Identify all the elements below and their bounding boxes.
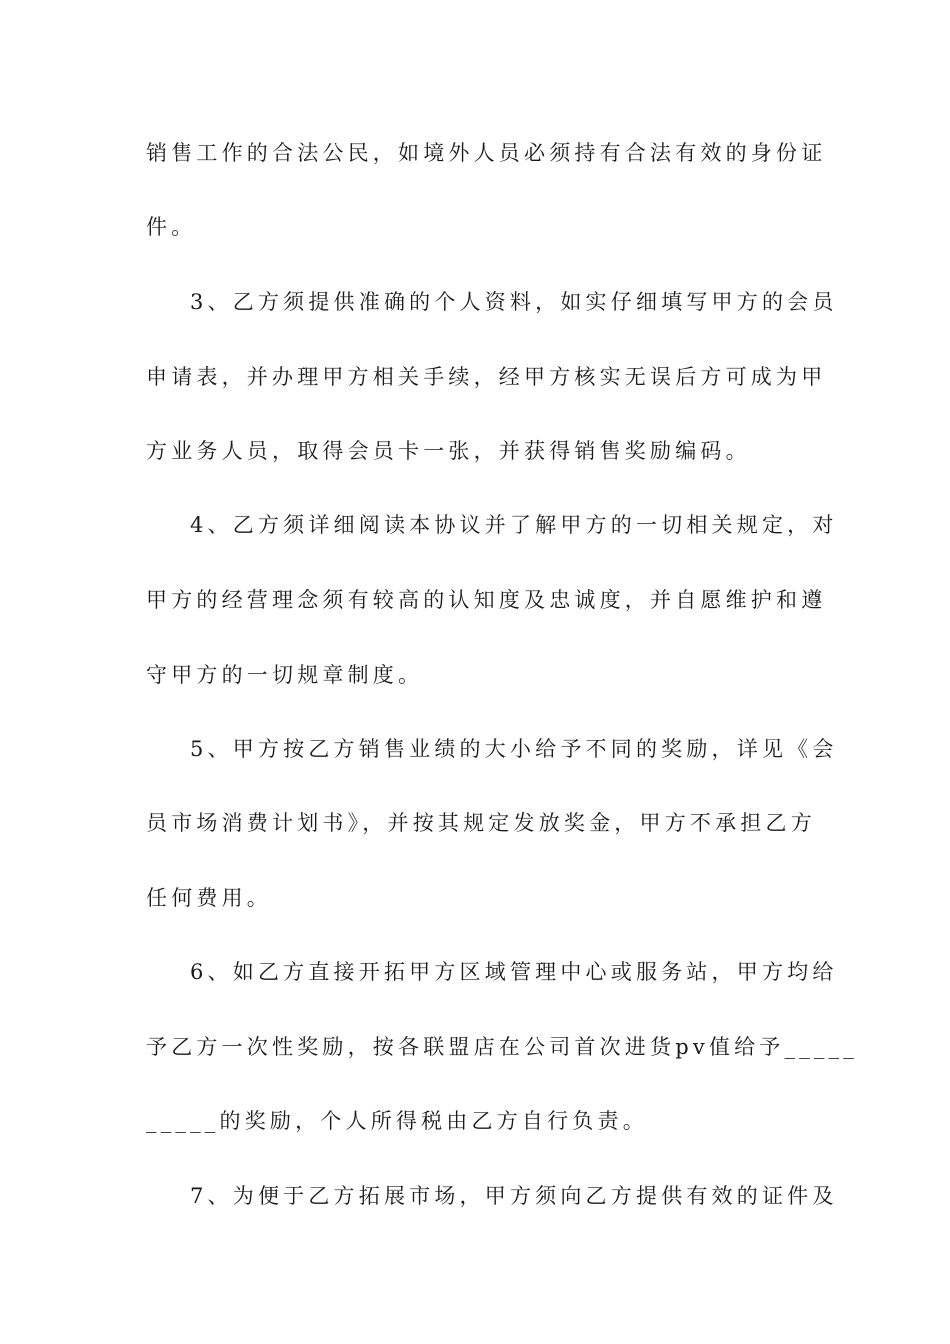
paragraph-line: 员市场消费计划书》，并按其规定发放奖金，甲方不承担乙方 <box>146 811 816 835</box>
paragraph-line: _____的奖励，个人所得税由乙方自行负责。 <box>146 1109 648 1133</box>
paragraph-line: 方业务人员，取得会员卡一张，并获得销售奖励编码。 <box>146 439 751 463</box>
paragraph-line: 甲方的经营理念须有较高的认知度及忠诚度，并自愿维护和遵 <box>146 588 827 612</box>
paragraph-line: 任何费用。 <box>146 886 272 910</box>
paragraph-line: 守甲方的一切规章制度。 <box>146 663 424 687</box>
paragraph-line: 申请表，并办理甲方相关手续，经甲方核实无误后方可成为甲 <box>146 365 827 389</box>
paragraph-line: 予乙方一次性奖励，按各联盟店在公司首次进货pv值给予_____ <box>146 1035 859 1059</box>
paragraph-line: 件。 <box>146 215 197 239</box>
paragraph-line: 5、甲方按乙方销售业绩的大小给予不同的奖励，详见《会 <box>190 737 838 761</box>
paragraph-line: 4、乙方须详细阅读本协议并了解甲方的一切相关规定，对 <box>190 513 838 537</box>
paragraph-line: 7、为便于乙方拓展市场，甲方须向乙方提供有效的证件及 <box>190 1184 838 1208</box>
paragraph-line: 销售工作的合法公民，如境外人员必须持有合法有效的身份证 <box>146 141 827 165</box>
paragraph-line: 6、如乙方直接开拓甲方区域管理中心或服务站，甲方均给 <box>190 960 838 984</box>
paragraph-line: 3、乙方须提供准确的个人资料，如实仔细填写甲方的会员 <box>190 290 838 314</box>
